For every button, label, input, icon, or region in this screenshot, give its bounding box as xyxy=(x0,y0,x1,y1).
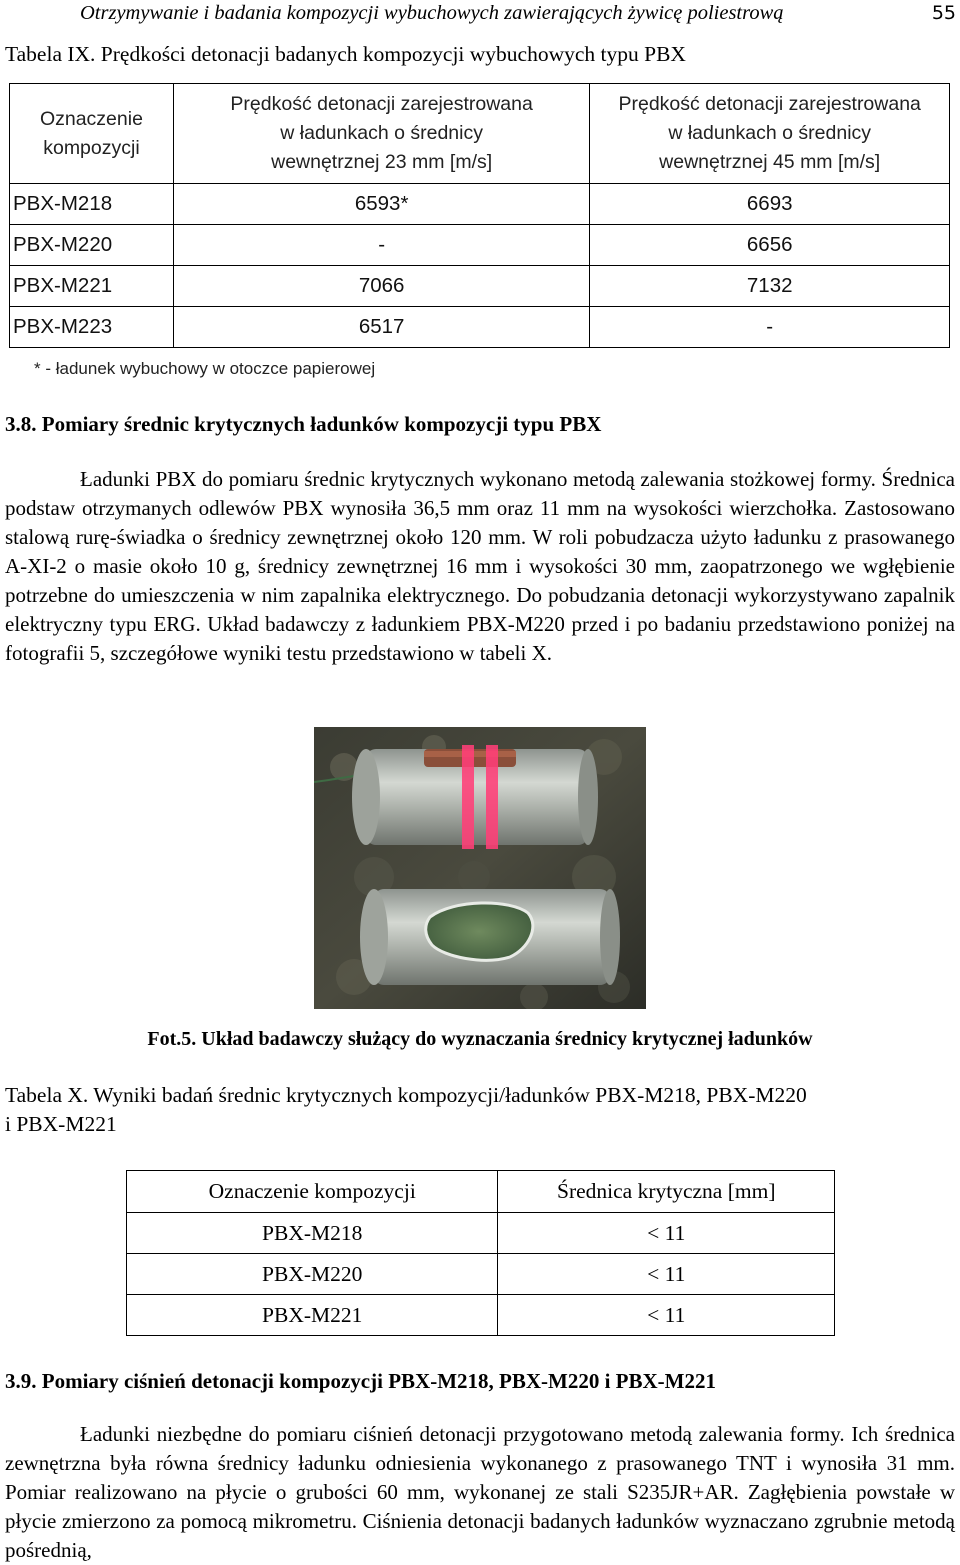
table-row xyxy=(127,1213,835,1254)
section-3-8-heading: 3.8. Pomiary średnic krytycznych ładunków kompozycji typu PBX xyxy=(5,412,602,436)
table9-header-velocity-23mm xyxy=(173,84,590,184)
table-cell: 7132 xyxy=(590,266,950,307)
table9-footnote: * - ładunek wybuchowy w otoczce papierowej xyxy=(34,359,376,378)
table10-header-composition: Oznaczenie kompozycji xyxy=(127,1171,498,1213)
table10-caption-line1: Tabela X. Wyniki badań średnic krytycznych kompozycji/ładunków PBX-M218, PBX-M220 xyxy=(5,1083,807,1107)
table-cell: < 11 xyxy=(498,1254,835,1295)
section-3-9-heading: 3.9. Pomiary ciśnień detonacji kompozycji PBX-M218, PBX-M220 i PBX-M221 xyxy=(5,1369,716,1393)
table-cell: < 11 xyxy=(498,1213,835,1254)
table-row xyxy=(127,1254,835,1295)
table9-header-velocity-45mm xyxy=(590,84,950,184)
page-header xyxy=(0,0,960,30)
table-cell: PBX-M218 xyxy=(127,1213,498,1254)
running-header-title: Otrzymywanie i badania kompozycji wybuchowych zawierających żywicę poliestrową xyxy=(80,2,784,24)
table-cell: PBX-M220 xyxy=(127,1254,498,1295)
table-cell: PBX-M221 xyxy=(127,1295,498,1336)
table-cell: PBX-M223 xyxy=(10,307,174,348)
table9-caption: Tabela IX. Prędkości detonacji badanych kompozycji wybuchowych typu PBX xyxy=(5,42,686,66)
test-setup-photo xyxy=(314,727,646,1009)
table-cell: PBX-M221 xyxy=(10,266,174,307)
header-line: wewnętrznej 23 mm [m/s] xyxy=(271,151,493,173)
table-cell: 6517 xyxy=(173,307,590,348)
header-line: w ładunkach o średnicy xyxy=(280,122,483,144)
header-line: wewnętrznej 45 mm [m/s] xyxy=(659,151,881,173)
table10-header-row xyxy=(127,1171,835,1213)
table-row xyxy=(10,307,950,348)
table10-critical-diameter xyxy=(126,1170,835,1336)
table-cell: 7066 xyxy=(173,266,590,307)
table-cell: - xyxy=(590,307,950,348)
table-cell: PBX-M220 xyxy=(10,225,174,266)
page-number: 55 xyxy=(931,2,956,24)
table-cell: PBX-M218 xyxy=(10,184,174,225)
table-cell: 6693 xyxy=(590,184,950,225)
table-row xyxy=(10,225,950,266)
header-line: Prędkość detonacji zarejestrowana xyxy=(618,93,921,115)
table-cell: - xyxy=(173,225,590,266)
table-cell: 6593* xyxy=(173,184,590,225)
table-row xyxy=(10,184,950,225)
table10-header-critical-diameter: Średnica krytyczna [mm] xyxy=(498,1171,835,1213)
table-row xyxy=(127,1295,835,1336)
table9-header-composition xyxy=(10,84,174,184)
table-cell: 6656 xyxy=(590,225,950,266)
table9-header-row xyxy=(10,84,950,184)
photo-caption: Fot.5. Układ badawczy służący do wyznaczania średnicy krytycznej ładunków xyxy=(147,1028,813,1050)
header-line: w ładunkach o średnicy xyxy=(668,122,872,144)
table10-caption-line2: i PBX-M221 xyxy=(5,1112,117,1136)
table-row xyxy=(10,266,950,307)
table9-detonation-velocity xyxy=(9,83,950,348)
section-3-9-paragraph: Ładunki niezbędne do pomiaru ciśnień detonacji przygotowano metodą zalewania formy. Ich średnica zewnętrzna była równa średnicy ładunku odniesienia wykonanego z prasowanego TNT i wynosiła 31 mm. Pomiar realizowano na płycie o grubości 60 mm, wykonanej ze stali S235JR+AR. Zagłębienia powstałe w płycie zmierzono za pomocą mikrometru. Ciśnienia detonacji badanych ładunków wyznaczano zgrubnie metodą pośrednią, xyxy=(5,1422,955,1562)
table-cell: < 11 xyxy=(498,1295,835,1336)
header-line: Prędkość detonacji zarejestrowana xyxy=(230,93,533,115)
header-line: kompozycji xyxy=(43,136,140,159)
header-line: Oznaczenie xyxy=(39,107,143,130)
section-3-8-paragraph: Ładunki PBX do pomiaru średnic krytycznych wykonano metodą zalewania stożkowej formy. Średnica podstaw otrzymanych odlewów PBX wynosiła 36,5 mm oraz 11 mm na wysokości wierzchołka. Zastosowano stalową rurę-świadka o średnicy zewnętrznej około 120 mm. W roli pobudzacza użyto ładunku z prasowanego A-XI-2 o masie około 10 g, średnicy zewnętrznej 16 mm i wysokości 30 mm, zaopatrzonego we wgłębienie potrzebne do umieszczenia w nim zapalnika elektrycznego. Do pobudzania detonacji wykorzystywano zapalnik elektryczny typu ERG. Układ badawczy z ładunkiem PBX-M220 przed i po badaniu przedstawiono poniżej na fotografii 5, szczegółowe wyniki testu przedstawiono w tabeli X. xyxy=(5,467,955,665)
